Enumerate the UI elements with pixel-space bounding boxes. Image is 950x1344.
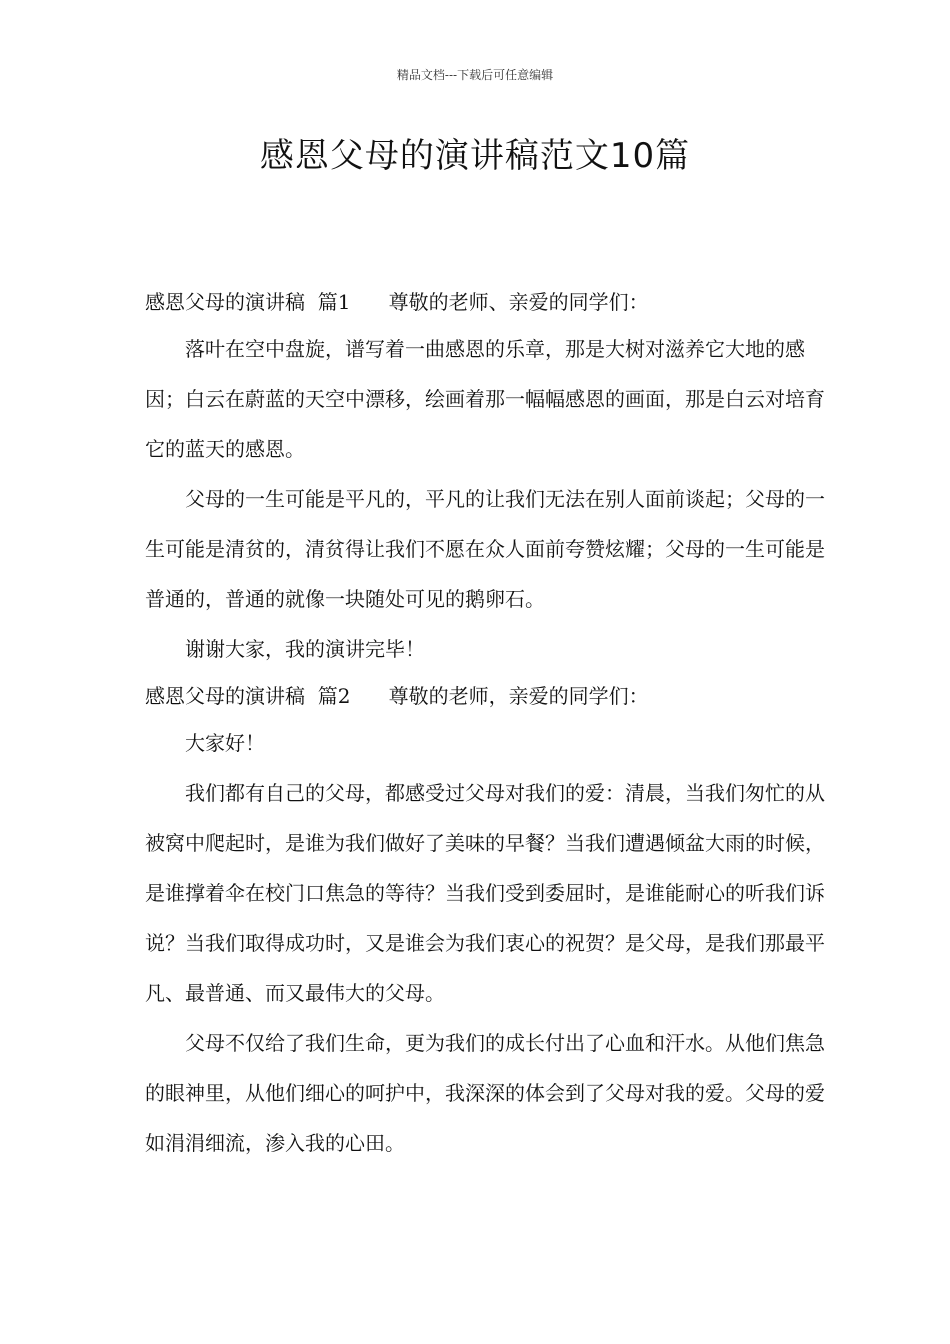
paragraph: 我们都有自己的父母，都感受过父母对我们的爱：清晨，当我们匆忙的从被窝中爬起时，是谁为我们做好了美味的早餐？当我们遭遇倾盆大雨的时候，是谁撑着伞在校门口焦急的等待？当我们受到委屈时，是谁能耐心的听我们诉说？当我们取得成功时，又是谁会为我们衷心的祝贺？是父母，是我们那最平凡、最普通、而又最伟大的父母。 <box>145 781 825 1005</box>
section-heading: 感恩父母的演讲稿 篇1 尊敬的老师、亲爱的同学们： <box>145 290 649 314</box>
paragraph: 谢谢大家，我的演讲完毕！ <box>185 637 425 661</box>
speech-section-2 <box>145 674 825 1168</box>
document-body <box>145 280 825 1168</box>
header-note: 精品文档---下载后可任意编辑 <box>396 68 554 82</box>
section-heading: 感恩父母的演讲稿 篇2 尊敬的老师，亲爱的同学们： <box>145 684 649 708</box>
paragraph: 落叶在空中盘旋，谱写着一曲感恩的乐章，那是大树对滋养它大地的感因；白云在蔚蓝的天空中漂移，绘画着那一幅幅感恩的画面，那是白云对培育它的蓝天的感恩。 <box>145 337 825 461</box>
paragraph: 父母不仅给了我们生命，更为我们的成长付出了心血和汗水。从他们焦急的眼神里，从他们细心的呵护中，我深深的体会到了父母对我的爱。父母的爱如涓涓细流，渗入我的心田。 <box>145 1031 825 1155</box>
paragraph: 大家好！ <box>185 731 265 755</box>
document-title: 感恩父母的演讲稿范文10篇 <box>259 136 691 176</box>
paragraph: 父母的一生可能是平凡的，平凡的让我们无法在别人面前谈起；父母的一生可能是清贫的，清贫得让我们不愿在众人面前夸赞炫耀；父母的一生可能是普通的，普通的就像一块随处可见的鹅卵石。 <box>145 487 825 611</box>
speech-section-1 <box>145 280 825 674</box>
